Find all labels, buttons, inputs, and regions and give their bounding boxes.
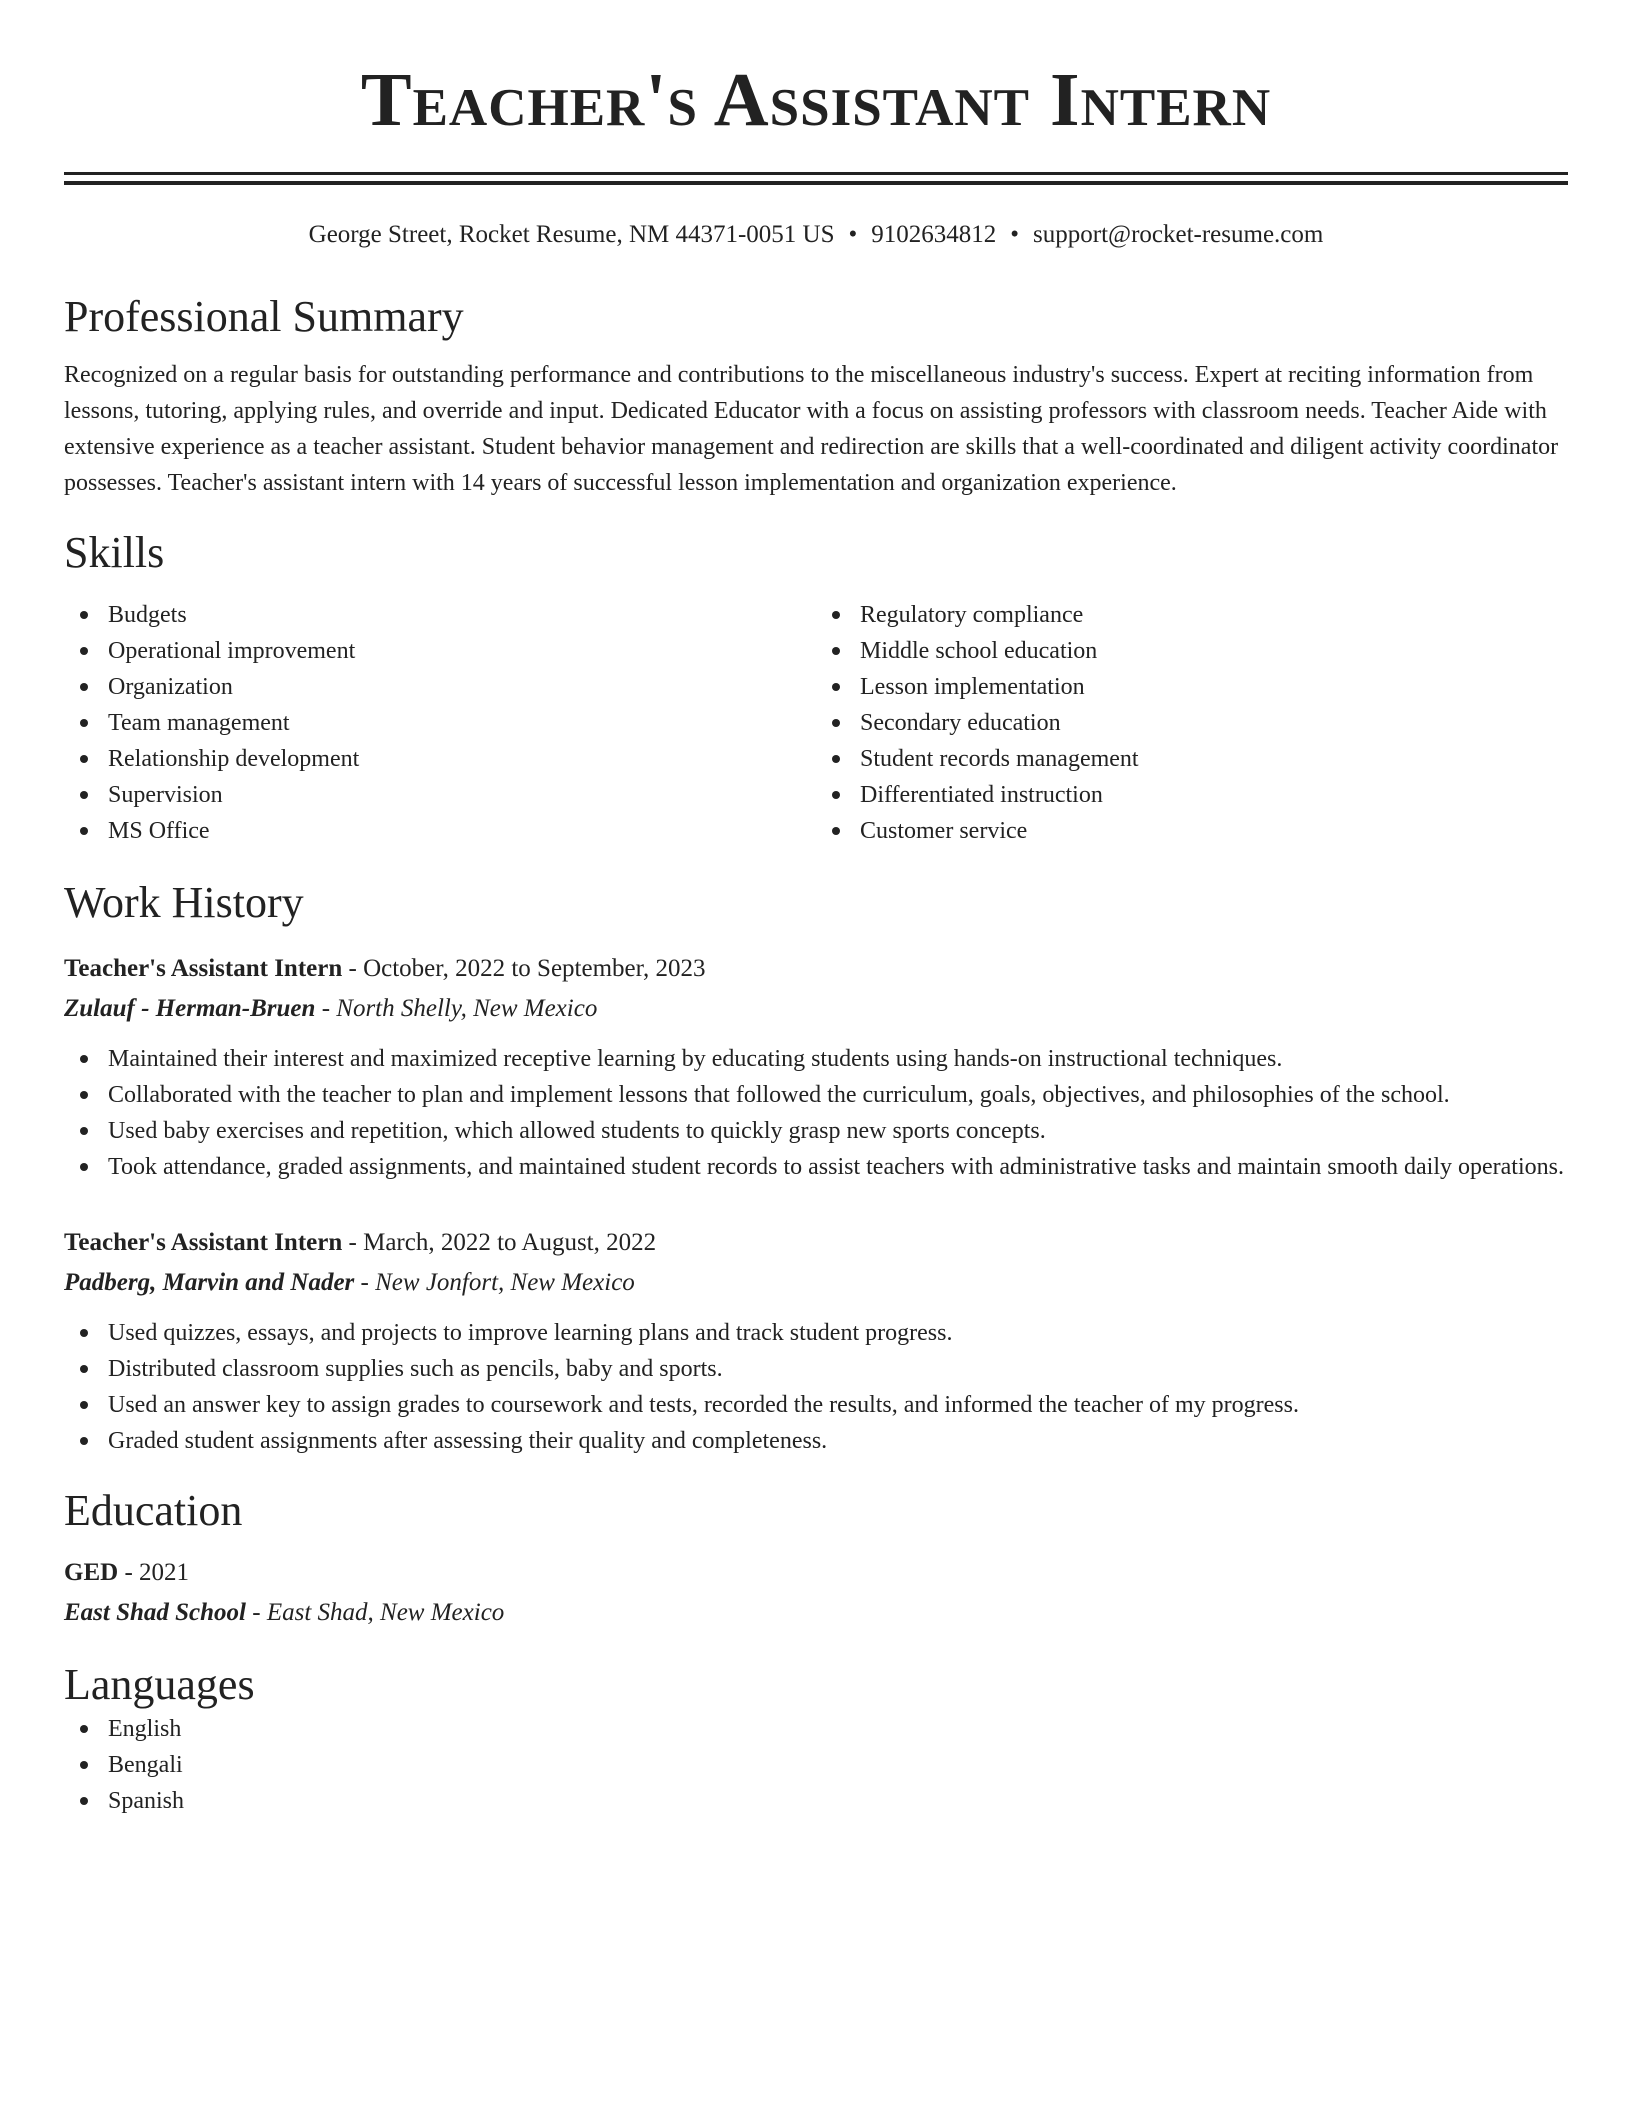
employer-location: - New Jonfort, New Mexico (354, 1269, 635, 1296)
bullet-icon (832, 791, 840, 799)
bullet-icon (80, 1127, 88, 1135)
skills-list-right (816, 597, 1568, 849)
skill-item: Team management (64, 705, 816, 741)
bullet-icon (80, 611, 88, 619)
bullet-icon (832, 719, 840, 727)
bullet-icon (80, 791, 88, 799)
languages-heading: Languages (64, 1660, 255, 1709)
summary-text: Recognized on a regular basis for outstanding performance and contributions to the miscellaneous industry's success. Expert at reciting information from lessons, tutoring, applying rules, and override and input. Dedicated Educator with a focus on assisting professors with classroom needs. Teacher Aide with extensive experience as a teacher assistant. Student behavior management and redirection are skills that a well-coordinated and diligent activity coordinator possesses. Teacher's assistant intern with 14 years of successful lesson implementation and organization experience. (64, 362, 1559, 496)
bullet-icon (80, 647, 88, 655)
bullet-icon (80, 755, 88, 763)
contact-separator: • (848, 221, 858, 248)
skill-item: Customer service (816, 813, 1568, 849)
bullet-icon (832, 683, 840, 691)
bullet-icon (80, 1401, 88, 1409)
job-role: Teacher's Assistant Intern (64, 1229, 343, 1256)
employer-name: Zulauf - Herman-Bruen (64, 995, 316, 1022)
skill-item: Budgets (64, 597, 816, 633)
bullet-icon (80, 1329, 88, 1337)
school-location: - East Shad, New Mexico (246, 1599, 505, 1626)
skills-column-left (64, 597, 816, 849)
job-dates: - October, 2022 to September, 2023 (342, 955, 706, 982)
language-item: Bengali (64, 1747, 1568, 1783)
duty-item: Maintained their interest and maximized receptive learning by educating students using hands-on instructional techniques. (64, 1041, 1568, 1077)
skill-item: Lesson implementation (816, 669, 1568, 705)
work-history-heading: Work History (64, 878, 304, 927)
skill-item: Relationship development (64, 741, 816, 777)
employer-line (64, 1263, 1568, 1303)
language-item: English (64, 1711, 1568, 1747)
bullet-icon (832, 827, 840, 835)
title-divider-top (64, 172, 1568, 175)
job-duties (64, 1041, 1568, 1185)
job-role: Teacher's Assistant Intern (64, 955, 343, 982)
job-title-line (64, 949, 1568, 989)
duty-item: Used an answer key to assign grades to coursework and tests, recorded the results, and informed the teacher of my progress. (64, 1387, 1568, 1423)
degree-year: - 2021 (118, 1559, 190, 1586)
duty-item: Distributed classroom supplies such as pencils, baby and sports. (64, 1351, 1568, 1387)
bullet-icon (80, 1055, 88, 1063)
employer-name: Padberg, Marvin and Nader (64, 1269, 355, 1296)
contact-email: support@rocket-resume.com (1033, 221, 1324, 248)
skill-item: Student records management (816, 741, 1568, 777)
skills-heading: Skills (64, 528, 165, 577)
employer-location: - North Shelly, New Mexico (315, 995, 598, 1022)
languages-list (64, 1711, 1568, 1819)
skills-list-left (64, 597, 816, 849)
school-name: East Shad School (64, 1599, 247, 1626)
language-item: Spanish (64, 1783, 1568, 1819)
duty-item: Used quizzes, essays, and projects to improve learning plans and track student progress. (64, 1315, 1568, 1351)
bullet-icon (80, 1761, 88, 1769)
skill-item: MS Office (64, 813, 816, 849)
education-entry (64, 1553, 1568, 1633)
skill-item: Secondary education (816, 705, 1568, 741)
skill-item: Differentiated instruction (816, 777, 1568, 813)
contact-separator: • (1010, 221, 1020, 248)
bullet-icon (832, 755, 840, 763)
bullet-icon (832, 611, 840, 619)
contact-line (64, 219, 1568, 251)
skill-item: Middle school education (816, 633, 1568, 669)
bullet-icon (80, 1365, 88, 1373)
skill-item: Organization (64, 669, 816, 705)
duty-item: Collaborated with the teacher to plan and implement lessons that followed the curriculum, goals, objectives, and philosophies of the school. (64, 1077, 1568, 1113)
degree-name: GED (64, 1559, 119, 1586)
bullet-icon (80, 827, 88, 835)
degree-line (64, 1553, 1568, 1593)
resume-title: Teacher's Assistant Intern (360, 58, 1272, 142)
skills-grid (64, 597, 1568, 849)
bullet-icon (80, 1797, 88, 1805)
skill-item: Supervision (64, 777, 816, 813)
duty-item: Took attendance, graded assignments, and maintained student records to assist teachers with administrative tasks and maintain smooth daily operations. (64, 1149, 1568, 1185)
bullet-icon (80, 719, 88, 727)
bullet-icon (80, 1437, 88, 1445)
bullet-icon (80, 1725, 88, 1733)
job-title-line (64, 1223, 1568, 1263)
job-duties (64, 1315, 1568, 1459)
employer-line (64, 989, 1568, 1029)
job-entry (64, 949, 1568, 1185)
contact-phone: 9102634812 (871, 221, 997, 248)
skills-column-right (816, 597, 1568, 849)
job-entry (64, 1223, 1568, 1459)
skill-item: Regulatory compliance (816, 597, 1568, 633)
title-divider-bottom (64, 181, 1568, 185)
summary-heading: Professional Summary (64, 292, 464, 341)
school-line (64, 1593, 1568, 1633)
bullet-icon (80, 683, 88, 691)
skill-item: Operational improvement (64, 633, 816, 669)
contact-address: George Street, Rocket Resume, NM 44371-0051 US (308, 221, 835, 248)
duty-item: Graded student assignments after assessing their quality and completeness. (64, 1423, 1568, 1459)
bullet-icon (80, 1091, 88, 1099)
duty-item: Used baby exercises and repetition, which allowed students to quickly grasp new sports concepts. (64, 1113, 1568, 1149)
bullet-icon (832, 647, 840, 655)
bullet-icon (80, 1163, 88, 1171)
education-heading: Education (64, 1486, 243, 1535)
job-dates: - March, 2022 to August, 2022 (342, 1229, 657, 1256)
